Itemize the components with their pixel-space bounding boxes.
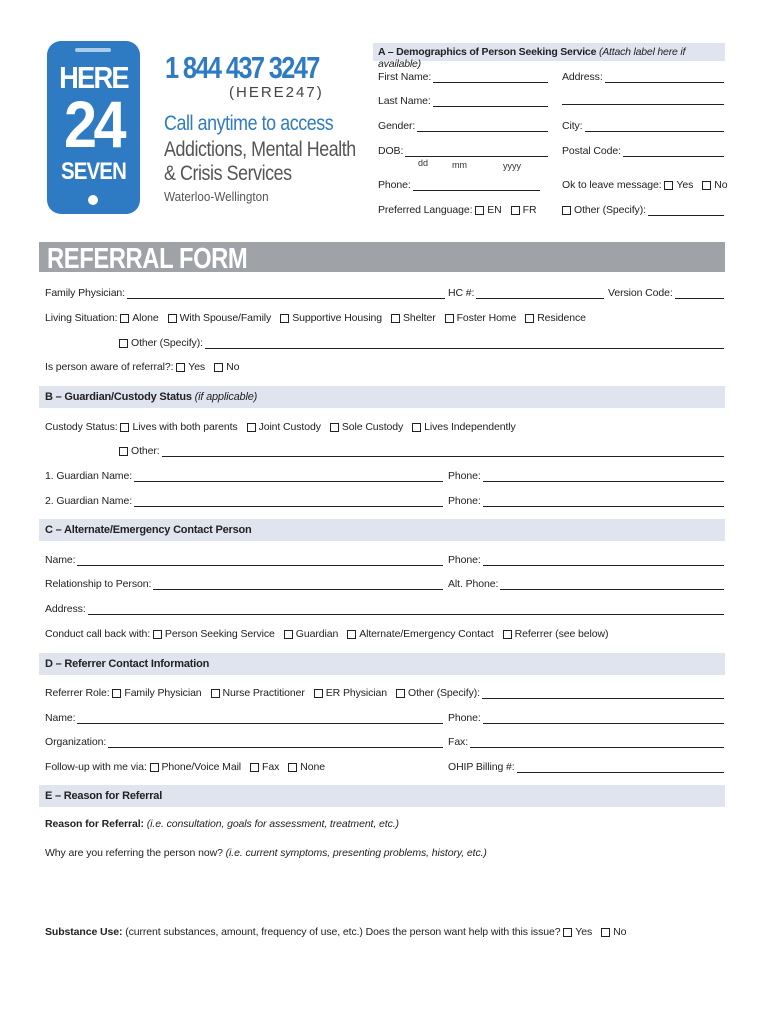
living-situation: Living Situation: Alone With Spouse/Family Supportive Housing Shelter Foster Home Residence [45, 312, 586, 324]
guardian-2-name-field[interactable]: 2. Guardian Name: [45, 495, 443, 507]
postal-code-field[interactable]: Postal Code: [562, 145, 724, 157]
address-line-2[interactable] [562, 104, 724, 105]
followup-none-checkbox[interactable]: None [288, 761, 325, 773]
language-fr-checkbox[interactable]: FR [511, 204, 537, 216]
organization-field[interactable]: Organization: [45, 736, 443, 748]
why-referring-now: Why are you referring the person now? (i.e. current symptoms, presenting problems, history, etc.) [45, 847, 487, 859]
followup-options: Follow-up with me via: Phone/Voice Mail Fax None [45, 761, 325, 773]
dob-mm: mm [452, 160, 467, 170]
role-other-field[interactable] [482, 689, 724, 699]
here247-logo [47, 41, 140, 214]
callback-options: Conduct call back with: Person Seeking Service Guardian Alternate/Emergency Contact Referrer (see below) [45, 628, 609, 640]
service-line-1: Addictions, Mental Health [164, 138, 356, 161]
referrer-name-field[interactable]: Name: [45, 712, 443, 724]
custody-other-field[interactable]: Other: [119, 445, 724, 457]
section-c-header: C – Alternate/Emergency Contact Person [39, 519, 725, 541]
phone-speaker-icon [75, 48, 111, 52]
language-other-field[interactable]: Other (Specify): [562, 204, 724, 216]
phone-home-button-icon [88, 195, 98, 205]
alt-phone-field[interactable]: Alt. Phone: [448, 578, 724, 590]
section-b-header: B – Guardian/Custody Status (if applicable) [39, 386, 725, 408]
custody-joint-checkbox[interactable]: Joint Custody [247, 421, 321, 433]
phone-number: 1 844 437 3247 [165, 50, 319, 85]
contact-address-field[interactable]: Address: [45, 603, 724, 615]
living-alone-checkbox[interactable]: Alone [120, 312, 158, 324]
preferred-language: Preferred Language: EN FR [378, 204, 537, 216]
version-code-field[interactable]: Version Code: [608, 287, 724, 299]
substance-use: Substance Use: (current substances, amount, frequency of use, etc.) Does the person want help with this issue? Yes No [45, 926, 627, 938]
dob-dd: dd [418, 158, 429, 168]
logo-seven: SEVEN [61, 158, 126, 185]
dob-field[interactable]: DOB: [378, 145, 548, 157]
guardian-1-name-field[interactable]: 1. Guardian Name: [45, 470, 443, 482]
living-residence-checkbox[interactable]: Residence [525, 312, 586, 324]
phone-field[interactable]: Phone: [378, 179, 540, 191]
guardian-2-phone-field[interactable]: Phone: [448, 495, 724, 507]
message-yes-checkbox[interactable]: Yes [664, 179, 693, 191]
call-line: Call anytime to access [164, 112, 334, 135]
first-name-field[interactable]: First Name: [378, 71, 548, 83]
referral-form-banner [39, 242, 725, 275]
referrer-role: Referrer Role: Family Physician Nurse Practitioner ER Physician Other (Specify): [45, 687, 724, 699]
role-other-checkbox[interactable]: Other (Specify): [396, 687, 480, 699]
role-nurse-practitioner-checkbox[interactable]: Nurse Practitioner [211, 687, 305, 699]
living-foster-home-checkbox[interactable]: Foster Home [445, 312, 517, 324]
guardian-1-phone-field[interactable]: Phone: [448, 470, 724, 482]
service-line-2: & Crisis Services [164, 162, 292, 185]
followup-fax-checkbox[interactable]: Fax [250, 761, 279, 773]
followup-phone-checkbox[interactable]: Phone/Voice Mail [150, 761, 242, 773]
custody-other-checkbox[interactable] [119, 447, 128, 456]
relationship-field[interactable]: Relationship to Person: [45, 578, 443, 590]
custody-independent-checkbox[interactable]: Lives Independently [412, 421, 516, 433]
living-shelter-checkbox[interactable]: Shelter [391, 312, 436, 324]
callback-referrer-checkbox[interactable]: Referrer (see below) [503, 628, 609, 640]
phone-words: (HERE247) [229, 84, 324, 101]
logo-here: HERE [59, 60, 128, 95]
section-d-header: D – Referrer Contact Information [39, 653, 725, 675]
substance-yes-checkbox[interactable]: Yes [563, 926, 592, 938]
fax-field[interactable]: Fax: [448, 736, 724, 748]
city-field[interactable]: City: [562, 120, 724, 132]
living-other-field[interactable]: Other (Specify): [119, 337, 724, 349]
message-no-checkbox[interactable]: No [702, 179, 727, 191]
contact-phone-field[interactable]: Phone: [448, 554, 724, 566]
section-e-header: E – Reason for Referral [39, 785, 725, 807]
living-spouse-checkbox[interactable]: With Spouse/Family [168, 312, 272, 324]
aware-no-checkbox[interactable]: No [214, 361, 239, 373]
hc-field[interactable]: HC #: [448, 287, 604, 299]
section-a-header: A – Demographics of Person Seeking Service (Attach label here if available) [373, 43, 725, 61]
callback-alternate-checkbox[interactable]: Alternate/Emergency Contact [347, 628, 493, 640]
form-title: REFERRAL FORM [47, 243, 248, 275]
custody-status: Custody Status: Lives with both parents Joint Custody Sole Custody Lives Independently [45, 421, 516, 433]
logo-24: 24 [64, 87, 123, 161]
living-supportive-housing-checkbox[interactable]: Supportive Housing [280, 312, 382, 324]
role-family-physician-checkbox[interactable]: Family Physician [112, 687, 201, 699]
family-physician-field[interactable]: Family Physician: [45, 287, 445, 299]
last-name-field[interactable]: Last Name: [378, 95, 548, 107]
callback-person-checkbox[interactable]: Person Seeking Service [153, 628, 275, 640]
language-other-checkbox[interactable] [562, 206, 571, 215]
ohip-billing-field[interactable]: OHIP Billing #: [448, 761, 724, 773]
callback-guardian-checkbox[interactable]: Guardian [284, 628, 338, 640]
substance-no-checkbox[interactable]: No [601, 926, 626, 938]
language-en-checkbox[interactable]: EN [475, 204, 501, 216]
region: Waterloo-Wellington [164, 189, 269, 204]
gender-field[interactable]: Gender: [378, 120, 548, 132]
contact-name-field[interactable]: Name: [45, 554, 443, 566]
custody-sole-checkbox[interactable]: Sole Custody [330, 421, 403, 433]
aware-yes-checkbox[interactable]: Yes [176, 361, 205, 373]
role-er-physician-checkbox[interactable]: ER Physician [314, 687, 387, 699]
ok-to-leave-message: Ok to leave message: Yes No [562, 179, 728, 191]
living-other-checkbox[interactable] [119, 339, 128, 348]
custody-both-parents-checkbox[interactable]: Lives with both parents [120, 421, 237, 433]
aware-of-referral: Is person aware of referral?: Yes No [45, 361, 240, 373]
address-field[interactable]: Address: [562, 71, 724, 83]
dob-yyyy: yyyy [503, 161, 521, 171]
referrer-phone-field[interactable]: Phone: [448, 712, 724, 724]
reason-for-referral: Reason for Referral: (i.e. consultation, goals for assessment, treatment, etc.) [45, 818, 399, 830]
